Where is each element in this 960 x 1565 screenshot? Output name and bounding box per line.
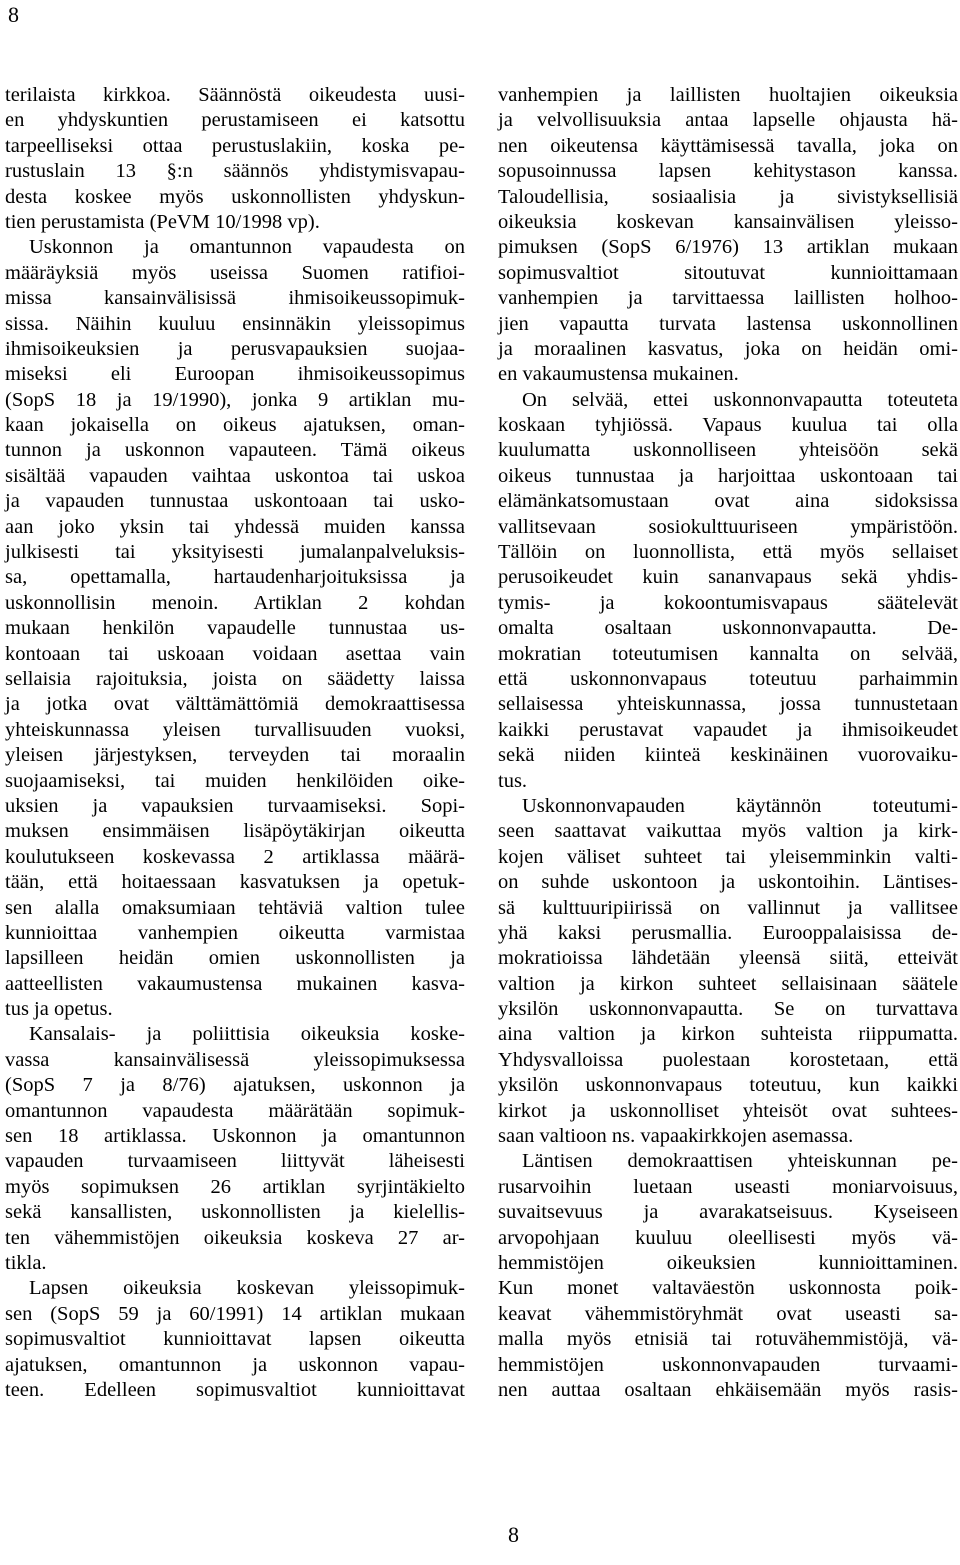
text-line: tarpeelliseksi ottaa perustuslakiin, koska pe- xyxy=(5,134,465,157)
text-line: ihmisoikeuksien ja perusvapauksien suojaa- xyxy=(5,337,465,360)
text-line: sopimusvaltiot sitoutuvat kunnioittamaan xyxy=(498,261,958,284)
text-line: yksilön uskonnonvapautta. Se on turvattava xyxy=(498,998,958,1021)
text-line: tymis- ja kokoontumisvapaus säätelevät xyxy=(498,591,958,614)
text-line: Yhdysvalloissa puolestaan korostetaan, että xyxy=(498,1048,958,1071)
text-line: julkisesti tai yksityisesti jumalanpalveluksis- xyxy=(5,541,465,564)
text-line: suvaitsevuus ja avarakatseisuus. Kyseiseen xyxy=(498,1201,958,1224)
text-line: elämänkatsomustaan ovat aina sidoksissa xyxy=(498,490,958,513)
text-line: kunnioittaa vanhempien oikeutta varmistaa xyxy=(5,921,465,944)
text-line: saan valtioon ns. vapaakirkkojen asemassa. xyxy=(498,1125,854,1148)
text-line: sellaisia rajoituksia, joista on säädetty laissa xyxy=(5,667,465,690)
text-line: on suhde uskontoon ja uskontoihin. Läntises- xyxy=(498,871,958,894)
text-line: seen saattavat vaikuttaa myös valtion ja kirk- xyxy=(498,820,958,843)
text-line: vallitsevaan sosiokulttuuriseen ympäristöön. xyxy=(498,515,958,538)
text-line: ja moraalinen kasvatus, joka on heidän omi- xyxy=(498,337,958,360)
text-line: teen. Edelleen sopimusvaltiot kunnioittavat xyxy=(5,1378,465,1401)
text-line: tään, että hoitaessaan kasvatuksen ja opetuk- xyxy=(5,871,465,894)
text-line: omantunnon vapaudesta määrätään sopimuk- xyxy=(5,1099,465,1122)
text-line: yhä kaksi perusmallia. Eurooppalaisissa de- xyxy=(498,921,958,944)
text-line: vassa kansainvälisessä yleissopimuksessa xyxy=(5,1048,465,1071)
text-line: kaan jokaisella on oikeus ajatuksen, oman- xyxy=(5,414,465,437)
text-line: (SopS 7 ja 8/76) ajatuksen, uskonnon ja xyxy=(5,1074,465,1097)
text-line: desta koskee myös uskonnollisten yhdyskun- xyxy=(5,185,465,208)
text-line: valtion ja kirkon suhteet sellaisinaan säätele xyxy=(498,972,958,995)
text-line: tus. xyxy=(498,769,528,792)
text-line: ja vapauden tunnustaa uskontoaan tai usko- xyxy=(5,490,465,513)
text-line: mokratian toteutumisen kannalta on selvää, xyxy=(498,642,958,665)
text-line: yksilön uskonnonvapaus toteutuu, kun kaikki xyxy=(498,1074,958,1097)
text-line: oikeus tunnustaa ja harjoittaa uskontoaan tai xyxy=(498,464,958,487)
text-line: kirkot ja uskonnolliset yhteisöt ovat suhtees- xyxy=(498,1099,958,1122)
text-line: sa, opettamalla, hartaudenharjoituksissa ja xyxy=(5,566,465,589)
text-line: arvopohjaan kuuluu oleellisesti myös vä- xyxy=(498,1226,958,1249)
text-line: Uskonnonvapauden käytännön toteutumi- xyxy=(522,794,958,817)
text-line: muksen ensimmäisen lisäpöytäkirjan oikeutta xyxy=(5,820,465,843)
text-line: hemmistöjen oikeuksien kunnioittaminen. xyxy=(498,1251,958,1274)
text-line: mukaan henkilön vapaudelle tunnustaa us- xyxy=(5,617,465,640)
text-line: Tällöin on luonnollista, että myös sellaiset xyxy=(498,541,958,564)
text-line: yhteiskunnassa yleisen turvallisuuden vuoksi, xyxy=(5,718,465,741)
text-line: rusarvoihin luetaan useasti moniarvoisuus, xyxy=(498,1175,958,1198)
text-line: mokratioissa lähdetään yleensä siitä, etteivät xyxy=(498,947,958,970)
text-line: vanhempien ja tarvittaessa laillisten holhoo- xyxy=(498,287,958,310)
text-line: tunnon ja uskonnon vapauteen. Tämä oikeus xyxy=(5,439,465,462)
text-line: jien vapautta turvata lastensa uskonnollinen xyxy=(498,312,958,335)
text-line: sellaisessa yhteiskunnassa, jossa tunnustetaan xyxy=(498,693,958,716)
text-line: keavat vähemmistöryhmät ovat useasti sa- xyxy=(498,1302,958,1325)
page-number-bottom: 8 xyxy=(508,1522,519,1547)
text-line: miseksi eli Euroopan ihmisoikeussopimus xyxy=(5,363,465,386)
text-line: tikla. xyxy=(5,1251,47,1274)
text-line: ja jotka ovat välttämättömiä demokraattisessa xyxy=(5,693,465,716)
text-line: aatteellisten vakaumustensa mukainen kasva- xyxy=(5,972,465,995)
text-line: aina valtion ja kirkon suhteista riippumatta. xyxy=(498,1023,958,1046)
text-line: nen auttaa osaltaan ehkäisemään myös rasis- xyxy=(498,1378,958,1401)
text-line: malla myös etnisiä tai rotuvähemmistöjä, vä- xyxy=(498,1328,958,1351)
text-line: uskonnollisin menoin. Artiklan 2 kohdan xyxy=(5,591,465,614)
text-line: sä kulttuuripiirissä on vallinnut ja vallitsee xyxy=(498,896,958,919)
text-line: Lapsen oikeuksia koskevan yleissopimuk- xyxy=(29,1277,465,1300)
text-line: nen oikeutensa käyttämisessä tavalla, joka on xyxy=(498,134,958,157)
text-line: koulutukseen koskevassa 2 artiklassa määrä- xyxy=(5,845,465,868)
text-line: sissa. Näihin kuuluu ensinnäkin yleissopimus xyxy=(5,312,465,335)
text-line: sopusoinnussa lapsen kehitystason kanssa. xyxy=(498,160,958,183)
text-line: kojen väliset suhteet tai yleisemminkin valti- xyxy=(498,845,958,868)
text-line: sekä niiden kiinteä keskinäinen vuorovaiku- xyxy=(498,744,958,767)
text-line: määräyksiä myös useissa Suomen ratifioi- xyxy=(5,261,465,284)
text-line: Kun monet valtaväestön uskonnosta poik- xyxy=(498,1277,958,1300)
text-line: rustuslain 13 §:n säännös yhdistymisvapau- xyxy=(5,160,465,183)
text-line: tien perustamista (PeVM 10/1998 vp). xyxy=(5,210,320,233)
left-column xyxy=(5,83,465,1403)
text-line: sopimusvaltiot kunnioittavat lapsen oikeutta xyxy=(5,1328,465,1351)
text-line: hemmistöjen uskonnonvapauden turvaami- xyxy=(498,1353,958,1376)
text-line: vapauden turvaamiseen liittyvät läheisesti xyxy=(5,1150,465,1173)
text-line: uksien ja vapauksien turvaamiseksi. Sopi- xyxy=(5,794,465,817)
text-line: ten vähemmistöjen oikeuksia koskeva 27 ar- xyxy=(5,1226,465,1249)
text-line: terilaista kirkkoa. Säännöstä oikeudesta uusi- xyxy=(5,84,465,106)
text-line: kuulumatta uskonnolliseen yhteisöön sekä xyxy=(498,439,958,462)
text-line: On selvää, ettei uskonnonvapautta toteuteta xyxy=(522,388,958,411)
text-line: missa kansainvälisissä ihmisoikeussopimuk- xyxy=(5,287,465,310)
text-line: kaikki perustavat vapaudet ja ihmisoikeudet xyxy=(498,718,958,741)
text-line: sisältää vapauden vaihtaa uskontoa tai uskoa xyxy=(5,464,465,487)
text-line: ja velvollisuuksia antaa lapselle ohjausta hä- xyxy=(498,109,958,132)
text-line: sen 18 artiklassa. Uskonnon ja omantunnon xyxy=(5,1125,465,1148)
text-line: en vakaumustensa mukainen. xyxy=(498,363,739,386)
text-line: omalta osaltaan uskonnonvapautta. De- xyxy=(498,617,958,640)
right-column xyxy=(498,83,958,1403)
text-line: myös sopimuksen 26 artiklan syrjintäkielto xyxy=(5,1175,465,1198)
text-line: Kansalais- ja poliittisia oikeuksia koske- xyxy=(29,1023,465,1046)
text-line: aan joko yksin tai yhdessä muiden kanssa xyxy=(5,515,465,538)
text-line: lapsilleen heidän omien uskonnollisten ja xyxy=(5,947,465,970)
text-line: Läntisen demokraattisen yhteiskunnan pe- xyxy=(522,1150,958,1173)
text-line: yleisen järjestyksen, terveyden tai moraalin xyxy=(5,744,465,767)
text-line: että uskonnonvapaus toteutuu parhaimmin xyxy=(498,667,958,690)
text-line: Uskonnon ja omantunnon vapaudesta on xyxy=(29,236,465,259)
text-line: (SopS 18 ja 19/1990), jonka 9 artiklan mu- xyxy=(5,388,465,411)
text-line: tus ja opetus. xyxy=(5,998,113,1021)
text-line: sen alalla omaksumiaan tehtäviä valtion tulee xyxy=(5,896,465,919)
text-line: sekä kansallisten, uskonnollisten ja kielellis- xyxy=(5,1201,465,1224)
text-line: ajatuksen, omantunnon ja uskonnon vapau- xyxy=(5,1353,465,1376)
text-line: en yhdyskuntien perustamiseen ei katsottu xyxy=(5,109,465,132)
text-line: koskaan tyhjiössä. Vapaus kuulua tai olla xyxy=(498,414,958,437)
text-line: perusoikeudet kuin sananvapaus sekä yhdis- xyxy=(498,566,958,589)
text-line: vanhempien ja laillisten huoltajien oikeuksia xyxy=(498,84,958,106)
text-line: Taloudellisia, sosiaalisia ja sivistyksellisiä xyxy=(498,185,958,208)
text-line: oikeuksia koskevan kansainvälisen yleisso- xyxy=(498,210,958,233)
text-line: sen (SopS 59 ja 60/1991) 14 artiklan mukaan xyxy=(5,1302,465,1325)
text-line: suojaamiseksi, tai muiden henkilöiden oike- xyxy=(5,769,465,792)
text-line: pimuksen (SopS 6/1976) 13 artiklan mukaan xyxy=(498,236,958,259)
text-line: kontoaan tai uskoaan voidaan asettaa vain xyxy=(5,642,465,665)
page-number-top: 8 xyxy=(8,2,19,27)
